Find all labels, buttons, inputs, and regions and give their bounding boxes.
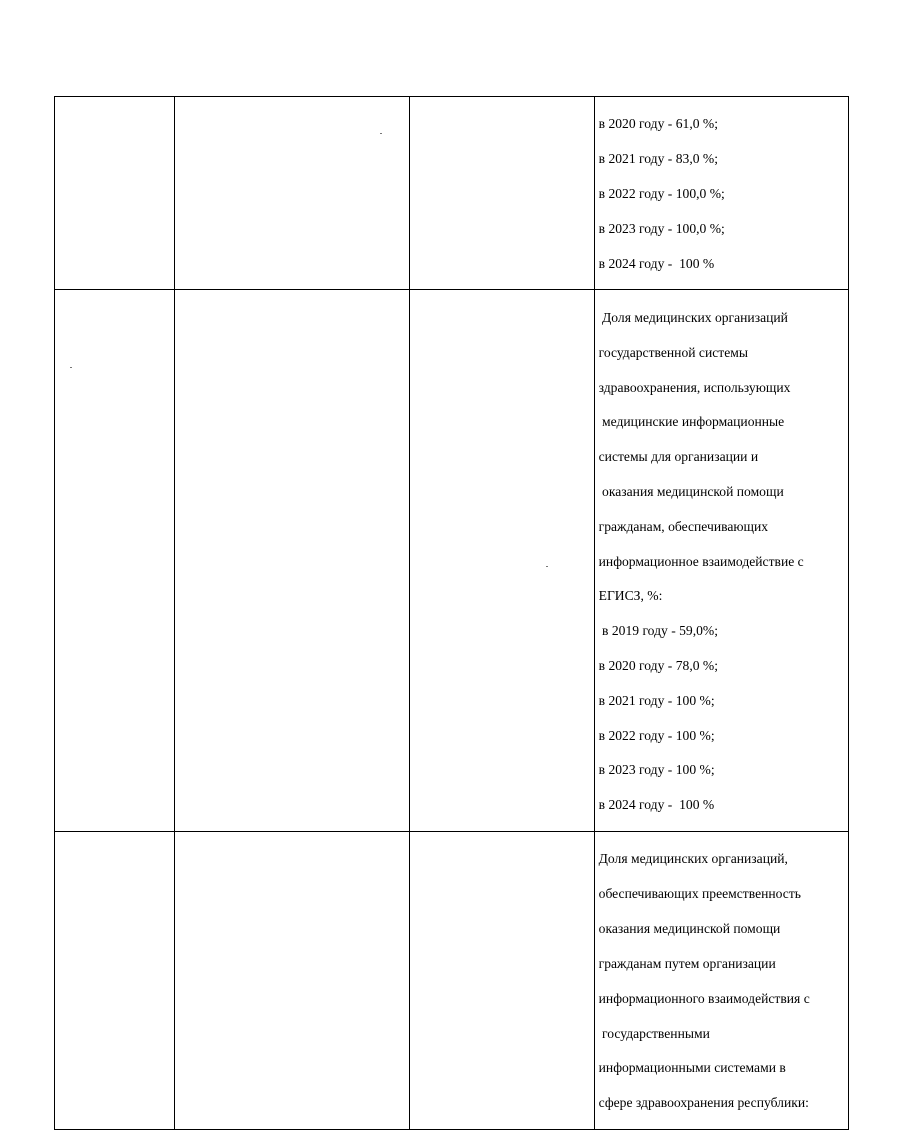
text-line: оказания медицинской помощи [598,483,784,499]
text-line: оказания медицинской помощи [598,921,781,937]
text-line: в 2021 году - 100 %; [598,692,715,708]
text-line: в 2024 году - 100 % [598,797,715,813]
table-cell-indicator [594,97,848,290]
table-cell-empty [175,832,410,1130]
text-line: обеспечивающих преемственность [598,886,801,902]
text-line: системы для организации и [598,449,759,465]
table-cell-empty [175,290,410,832]
document-table [54,96,849,1130]
text-line: в 2023 году - 100,0 %; [598,220,725,236]
text-line: гражданам путем организации [598,955,776,971]
table-cell-empty [410,832,594,1130]
table-row [55,832,849,1130]
text-line: государственной системы [598,344,748,360]
text-line: ЕГИСЗ, %: [598,588,663,604]
text-line: гражданам, обеспечивающих [598,518,769,534]
table-cell-indicator [594,832,848,1130]
text-line: Доля медицинских организаций, [598,851,788,867]
text-line: в 2021 году - 83,0 %; [598,151,719,167]
text-line: в 2019 году - 59,0%; [598,623,719,639]
table-cell-empty [410,290,594,832]
text-line: в 2024 году - 100 % [598,255,715,271]
text-line: Доля медицинских организаций [598,309,788,325]
text-line: информационного взаимодействия с [598,990,810,1006]
scan-speck [70,367,72,368]
table-cell-empty [55,832,175,1130]
text-line: государственными [598,1025,710,1041]
text-line: в 2022 году - 100,0 %; [598,186,725,202]
text-line: в 2023 году - 100 %; [598,762,715,778]
table-row [55,290,849,832]
text-line: информационное взаимодействие с [598,553,804,569]
table-row [55,97,849,290]
table-cell-empty [410,97,594,290]
table-cell-empty [55,97,175,290]
table-cell-empty [55,290,175,832]
text-line: в 2022 году - 100 %; [598,727,715,743]
text-line: в 2020 году - 61,0 %; [598,116,719,132]
text-line: информационными системами в [598,1060,786,1076]
scan-speck [546,566,548,567]
table-cell-indicator [594,290,848,832]
scan-speck [380,133,382,134]
table-cell-empty [175,97,410,290]
text-line: сфере здравоохранения республики: [598,1095,809,1111]
text-line: в 2020 году - 78,0 %; [598,658,719,673]
text-line: здравоохранения, использующих [598,379,791,395]
text-line: медицинские информационные [598,414,785,430]
